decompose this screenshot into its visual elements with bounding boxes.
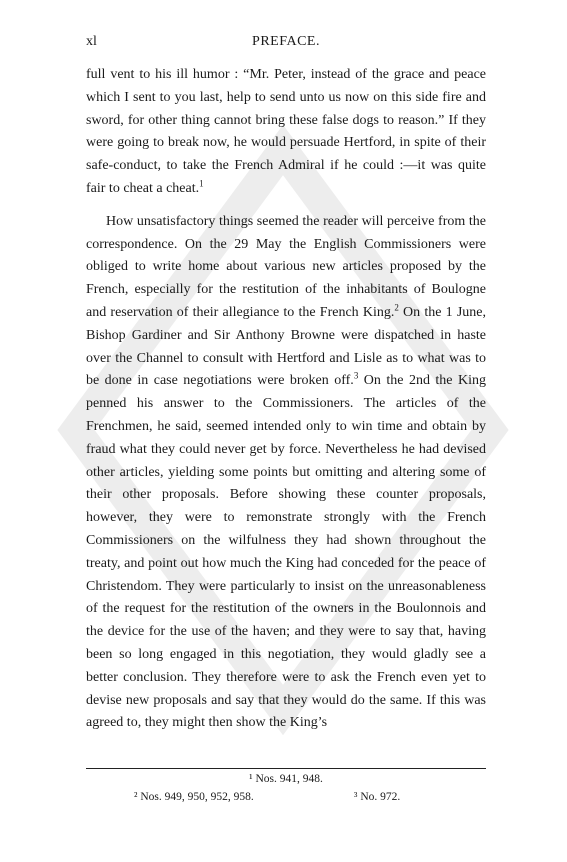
- footnote-divider: [86, 768, 486, 769]
- running-head: PREFACE.: [252, 34, 320, 49]
- footnotes: [86, 770, 486, 806]
- footnote-ref: 1: [199, 178, 204, 189]
- footnote-ref: 3: [353, 370, 359, 381]
- footnote-3: ³ No. 972.: [354, 791, 401, 803]
- footnote-row: [86, 788, 486, 806]
- paragraph-text: On the 1 June, Bishop Gardiner and Sir Anthony Browne were dispatched in haste over the Channel to consult with Hertford and Lisle as to what was to be done in case negotiations were broken off.: [86, 304, 486, 389]
- paragraph: [86, 211, 486, 735]
- paragraph: [86, 64, 486, 201]
- page-header: [86, 34, 486, 54]
- footnote-1: ¹ Nos. 941, 948.: [249, 773, 323, 785]
- footnote-ref: 2: [394, 302, 399, 313]
- body-text: [86, 64, 486, 735]
- paragraph-text: full vent to his ill humor : “Mr. Peter, instead of the grace and peace which I sent to you last, help to send unto us now on this side fire and sword, for other thing cannot bring these false dogs to reason.” If they were going to break now, he would persuade Hertford, in spite of their safe-conduct, to take the French Admiral if he could :—it was quite fair to cheat a cheat.: [86, 67, 486, 196]
- paragraph-text: On the 2nd the King penned his answer to the Commissioners. The articles of the Frenchmen, he said, seemed intended only to win time and obtain by fraud what they could never get by force. Nevertheless he had devised other articles, yielding some points but omitting and altering some of their other proposals. Before showing these counter proposals, however, they were to remonstrate strongly with the French Commissioners on the wilfulness they had shown throughout the treaty, and point out how much the King had conceded for the peace of Christendom. They were particularly to insist on the unreasonableness of the request for the restitution of the owners in the Boulonnois and the device for the use of the haven; and they were to say that, having been so long engaged in this negotiation, they would gladly see a better conclusion. They therefore were to ask the French even yet to devise new proposals and say that they would do the same. If this was agreed to, they might then show the King’s: [86, 373, 486, 731]
- page-number: xl: [86, 34, 97, 49]
- paragraph-text: How unsatisfactory things seemed the reader will perceive from the correspondence. On the 29 May the English Commissioners were obliged to write home about various new articles proposed by the French, especially for the restitution of the inhabitants of Boulogne and reservation of their allegiance to the French King.: [86, 213, 486, 320]
- footnote-2: ² Nos. 949, 950, 952, 958.: [134, 791, 254, 803]
